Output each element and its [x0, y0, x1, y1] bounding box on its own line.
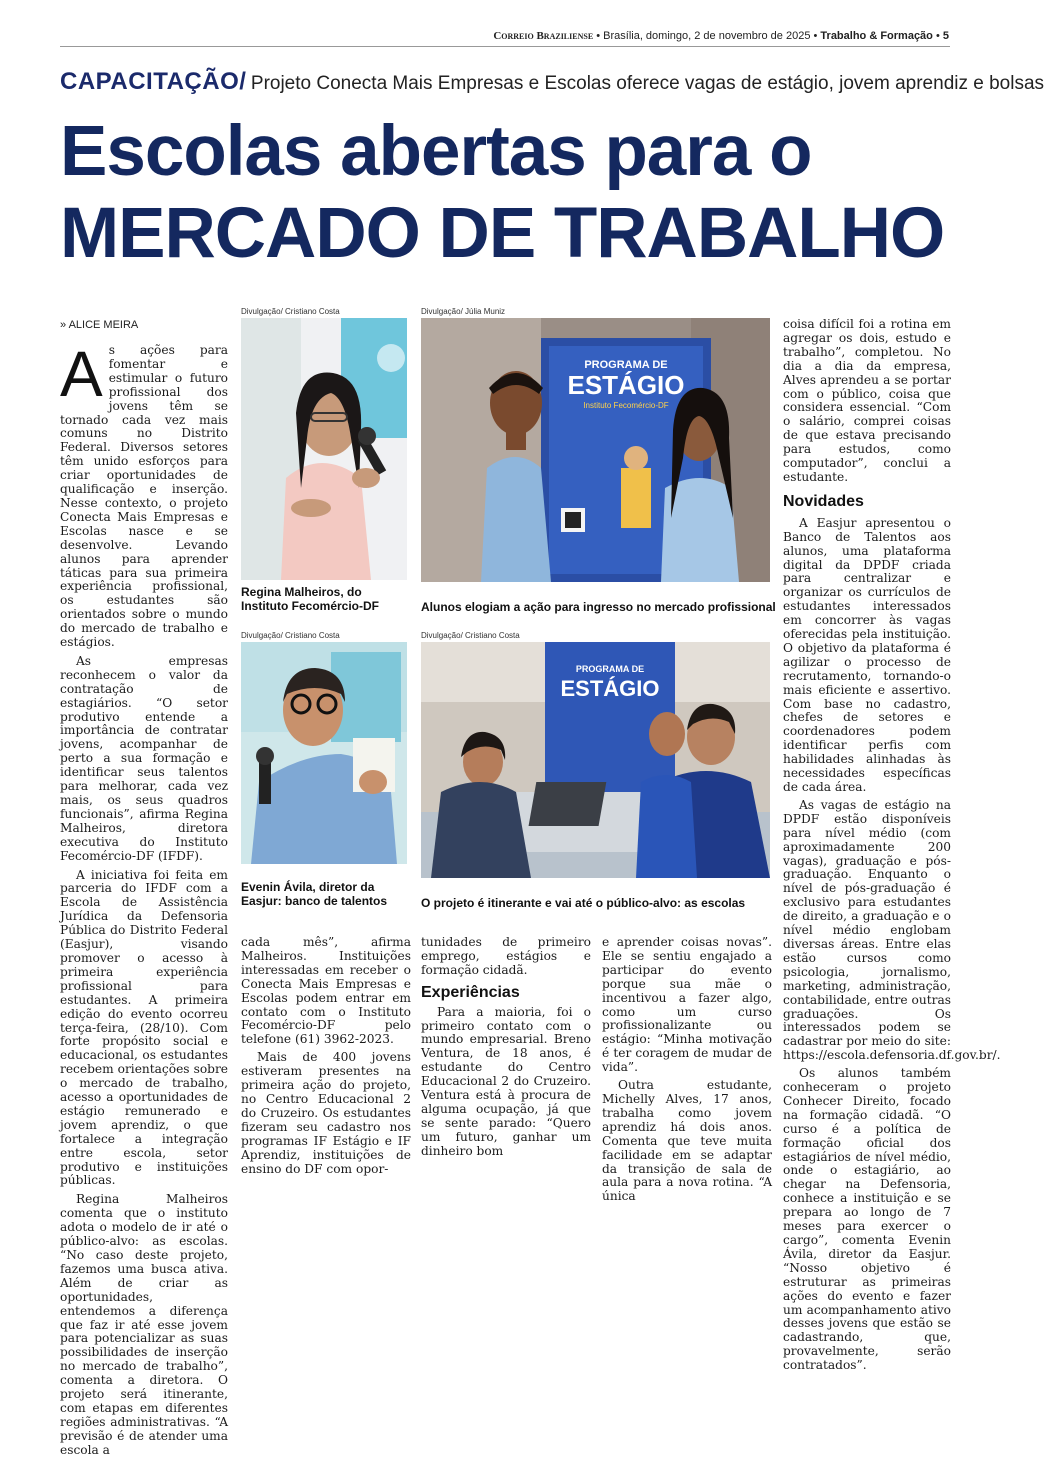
article-column-2 [241, 935, 411, 1176]
subhead-novidades: Novidades [783, 492, 864, 510]
page-header: Correio Braziliense • Brasília, domingo, 2 de novembro de 2025 • Trabalho & Formação • 5 [493, 30, 949, 42]
photo-alunos-programa-estagio [421, 318, 770, 582]
paragraph: Mais de 400 jovens estiveram presentes na primeira ação do projeto, no Centro Educacional 2 do Cruzeiro. Os estudantes fizeram seu cadastro nos programas IF Estágio e IF Aprendiz, instituições de ensino do DF com opor- [241, 1050, 411, 1176]
publication-name: Correio Braziliense [493, 30, 594, 42]
paragraph: Os alunos também conheceram o projeto Conhecer Direito, focado na formação cidadã. “O curso é a política de formação oficial dos estagiários de nível médio, onde o estagiário, ao chegar na Defensoria, conhece a instituição e se prepara ao longo de 7 meses para exercer o cargo”, comenta Evenin Ávila, diretor da Easjur. “Nosso objetivo é estruturar as primeiras ações do evento e fazer um acompanhamento ativo desses jovens que estão se cadastrando, que, provavelmente, serão contratados”. [783, 1066, 951, 1373]
paragraph: A Easjur apresentou o Banco de Talentos aos alunos, uma plataforma digital da DPDF criada para centralizar e organizar os currículos de estudantes interessados em concorrer às vagas oferecidas pela instituição. O objetivo da plataforma é agilizar o processo de recrutamento, tornando-o mais eficiente e assertivo. Com base no cadastro, chefes de setores e coordenadores podem identificar perfis com habilidades alinhadas às necessidades específicas de cada área. [783, 515, 951, 794]
paragraph: cada mês”, afirma Malheiros. Instituições interessadas em receber o Conecta Mais Empresas e Escolas podem entrar em contato com o Instituto Fecomércio-DF pelo telefone (61) 3962-2023. [241, 935, 411, 1047]
byline: » ALICE MEIRA [60, 319, 139, 331]
paragraph: e aprender coisas novas”. Ele se sentiu engajado a participar do evento porque sua mãe o incentivou a fazer algo, como um curso profissionalizante ou estágio: “Minha motivação é ter coragem de mudar de vida”. [602, 935, 772, 1075]
section-name: Trabalho & Formação [820, 30, 933, 42]
article-column-4 [602, 935, 772, 1204]
paragraph: Outra estudante, Michelly Alves, 17 anos, trabalha como jovem aprendiz há dois anos. Comenta que teve muita facilidade em se adaptar da transição de sala de aula para a nova rotina. “A única [602, 1078, 772, 1204]
banner-text: ESTÁGIO [567, 370, 685, 400]
photo-credit: Divulgação/ Júlia Muniz [421, 307, 506, 316]
kicker [60, 68, 1044, 96]
photo-credit: Divulgação/ Cristiano Costa [241, 307, 340, 316]
paragraph: A iniciativa foi feita em parceria do IFDF com a Escola de Assistência Jurídica da Defensoria Pública do Distrito Federal (Easjur), visando promover o acesso à primeira experiência profissional para estudantes. A primeira edição do evento ocorreu terça-feira, (28/10). Com forte propósito social e educacional, os estudantes recebem orientações sobre o mercado de trabalho, acesso a oportunidades de estágio remunerado e jovem aprendiz, o que fortalece a integração entre escola, setor produtivo e instituições públicas. [60, 867, 228, 1188]
photo-projeto-itinerante [421, 642, 770, 878]
paragraph: As empresas reconhecem o valor da contratação de estagiários. “O setor produtivo entende a importância de contratar jovens, acompanhar de perto a sua formação e identificar seus talentos para melhorar, cada vez mais, os seus quadros funcionais”, afirma Regina Malheiros, diretora executiva do Instituto Fecomércio-DF (IFDF). [60, 653, 228, 863]
paragraph: Para a maioria, foi o primeiro contato com o mundo empresarial. Breno Ventura, de 18 anos, é estudante do Centro Educacional 2 do Cruzeiro. Ventura está à procura de alguma ocupação, já que se sente parado: “Quero um futuro, ganhar um dinheiro bom [421, 1004, 591, 1158]
banner-text: Instituto Fecomércio-DF [583, 401, 669, 410]
subhead-experiencias: Experiências [421, 983, 520, 1001]
photo-credit: Divulgação/ Cristiano Costa [421, 631, 520, 640]
edition-date: Brasília, domingo, 2 de novembro de 2025 [603, 30, 811, 42]
photo-caption: O projeto é itinerante e vai até o público-alvo: as escolas [421, 896, 746, 910]
kicker-label: CAPACITAÇÃO/ [60, 68, 247, 95]
banner-text: ESTÁGIO [560, 676, 660, 701]
banner-text: PROGRAMA DE [584, 359, 668, 371]
photo-credit: Divulgação/ Cristiano Costa [241, 631, 340, 640]
paragraph: As vagas de estágio na DPDF estão disponíveis para nível médio (com aproximadamente 200 vagas), graduação e pós-graduação. Enquanto o nível de pós-graduação é exclusivo para estudantes de direito, a graduação e o nível médio englobam diversas áreas. Entre elas estão cursos como psicologia, jornalismo, marketing, administração, contabilidade, entre outras graduações. Os interessados podem se cadastrar por meio do site: https://escola.defensoria.df.gov.br/. [783, 797, 1001, 1063]
headline-line-2: MERCADO DE TRABALHO [60, 194, 945, 273]
dropcap: A [60, 338, 103, 410]
banner-text: PROGRAMA DE [575, 664, 645, 674]
article-column-3 [421, 935, 591, 1158]
paragraph: tunidades de primeiro emprego, estágios e formação cidadã. [421, 935, 591, 977]
page-number: 5 [942, 30, 949, 42]
photo-regina-malheiros [241, 318, 407, 580]
header-rule [60, 46, 950, 47]
paragraph: coisa difícil foi a rotina em agregar os dois, estudo e trabalho”, completou. No dia a dia da empresa, Alves aprendeu a se portar com o público, coisa que considera essencial. “Com o salário, comprei coisas de que estava precisando para estudos, como computador”, conclui a estudante. [783, 317, 951, 484]
article-column-1 [60, 338, 228, 1457]
photo-caption: Evenin Ávila, diretor da Easjur: banco de talentos [241, 880, 388, 908]
photo-evenin-avila [241, 642, 407, 864]
headline-line-1: Escolas abertas para o [60, 112, 812, 191]
photo-caption: Regina Malheiros, do Instituto Fecomércio-DF [241, 585, 380, 613]
paragraph: Regina Malheiros comenta que o instituto adota o modelo de ir até o público-alvo: as escolas. “No caso deste projeto, fazemos uma busca ativa. Além de criar as oportunidades, entendemos a diferença que faz ir até esse jovem para potencializar as suas possibilidades de inserção no mercado de trabalho”, comenta a diretora. O projeto será itinerante, com etapas em diferentes regiões administrativas. “A previsão é de atender uma escola a [60, 1192, 228, 1457]
photo-caption: Alunos elogiam a ação para ingresso no mercado profissional [421, 600, 776, 614]
kicker-subtitle: Projeto Conecta Mais Empresas e Escolas oferece vagas de estágio, jovem aprendiz e bolsas [250, 73, 1044, 94]
paragraph: s ações para fomentar e estimular o futuro profissional dos jovens têm se tornado cada vez mais comuns no Distrito Federal. Diversos setores têm unido esforços para criar oportunidades de qualificação e inserção. Nesse contexto, o projeto Conecta Mais Empresas e Escolas nasce e se desenvolve. Levando alunos para aprender táticas para sua primeira experiência profissional, os estudantes são orientados sobre o mundo do mercado de trabalho e estágios. [60, 343, 228, 650]
article-column-5 [783, 317, 1001, 1373]
